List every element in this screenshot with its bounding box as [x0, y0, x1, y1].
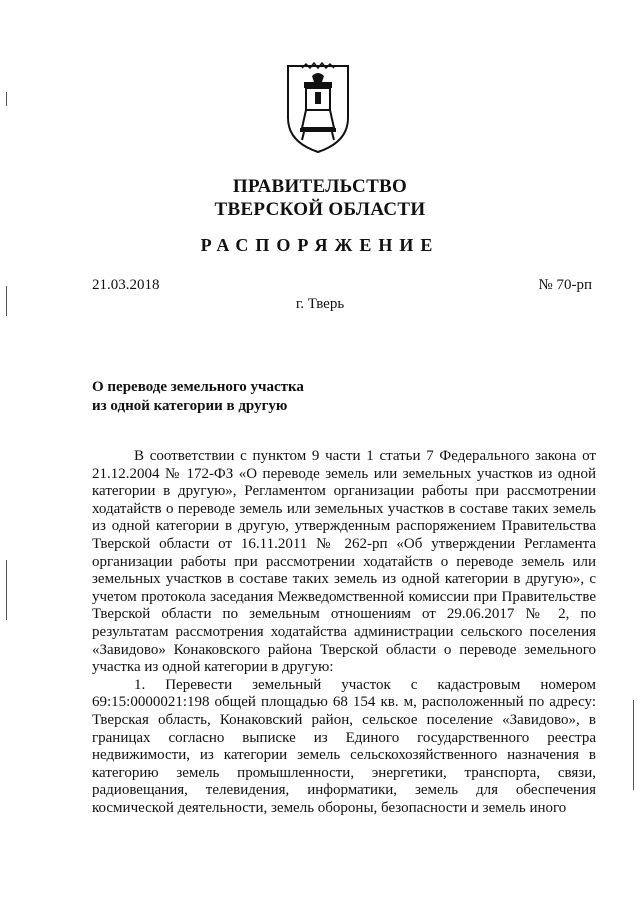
body-paragraph-item-1: 1. Перевести земельный участок с кадастровым номером 69:15:0000021:198 общей площадью 68 154 кв. м, расположенный по адресу: Тверская область, Конаковский район, сельское поселение «Завидово», в границах согласно выписке из Единого государственного реестра недвижимости, из категории земель сельскохозяйственного назначения в категорию земель промышленности, энергетики, транспорта, связи, радиовещания, телевидения, информатики, земель для обеспечения космической деятельности, земель обороны, безопасности и земель иного	[92, 676, 596, 816]
document-date: 21.03.2018	[92, 277, 160, 293]
scan-margin-mark	[633, 700, 634, 790]
scan-margin-mark	[6, 560, 7, 620]
document-number: № 70-рп	[538, 277, 592, 293]
document-subject	[92, 378, 304, 416]
government-title-line1: ПРАВИТЕЛЬСТВО	[232, 176, 408, 197]
subject-line1: О переводе земельного участка	[92, 379, 304, 395]
body-paragraph-preamble: В соответствии с пунктом 9 части 1 статьи 7 Федерального закона от 21.12.2004 № 172-ФЗ «О переводе земель или земельных участков из одной категории в другую», Регламентом организации работы при рассмотрении ходатайств о переводе земель или земельных участков в составе таких земель из одной категории в другую, утвержденным распоряжением Правительства Тверской области от 16.11.2011 № 262-рп «Об утверждении Регламента организации работы при рассмотрении ходатайств о переводе земель или земельных участков в составе таких земель из одной категории в другую», с учетом протокола заседания Межведомственной комиссии при Правительстве Тверской области по земельным отношениям от 29.06.2017 № 2, по результатам рассмотрения ходатайства администрации сельского поселения «Завидово» Конаковского района Тверской области о переводе земельного участка из одной категории в другую:	[92, 448, 596, 676]
scan-margin-mark	[6, 92, 7, 106]
document-body	[92, 448, 596, 817]
subject-line2: из одной категории в другую	[92, 398, 288, 414]
tver-coat-of-arms-icon	[282, 62, 354, 154]
document-type: РАСПОРЯЖЕНИЕ	[200, 235, 440, 255]
document-city: г. Тверь	[295, 296, 345, 312]
government-title-line2: ТВЕРСКОЙ ОБЛАСТИ	[214, 199, 426, 220]
